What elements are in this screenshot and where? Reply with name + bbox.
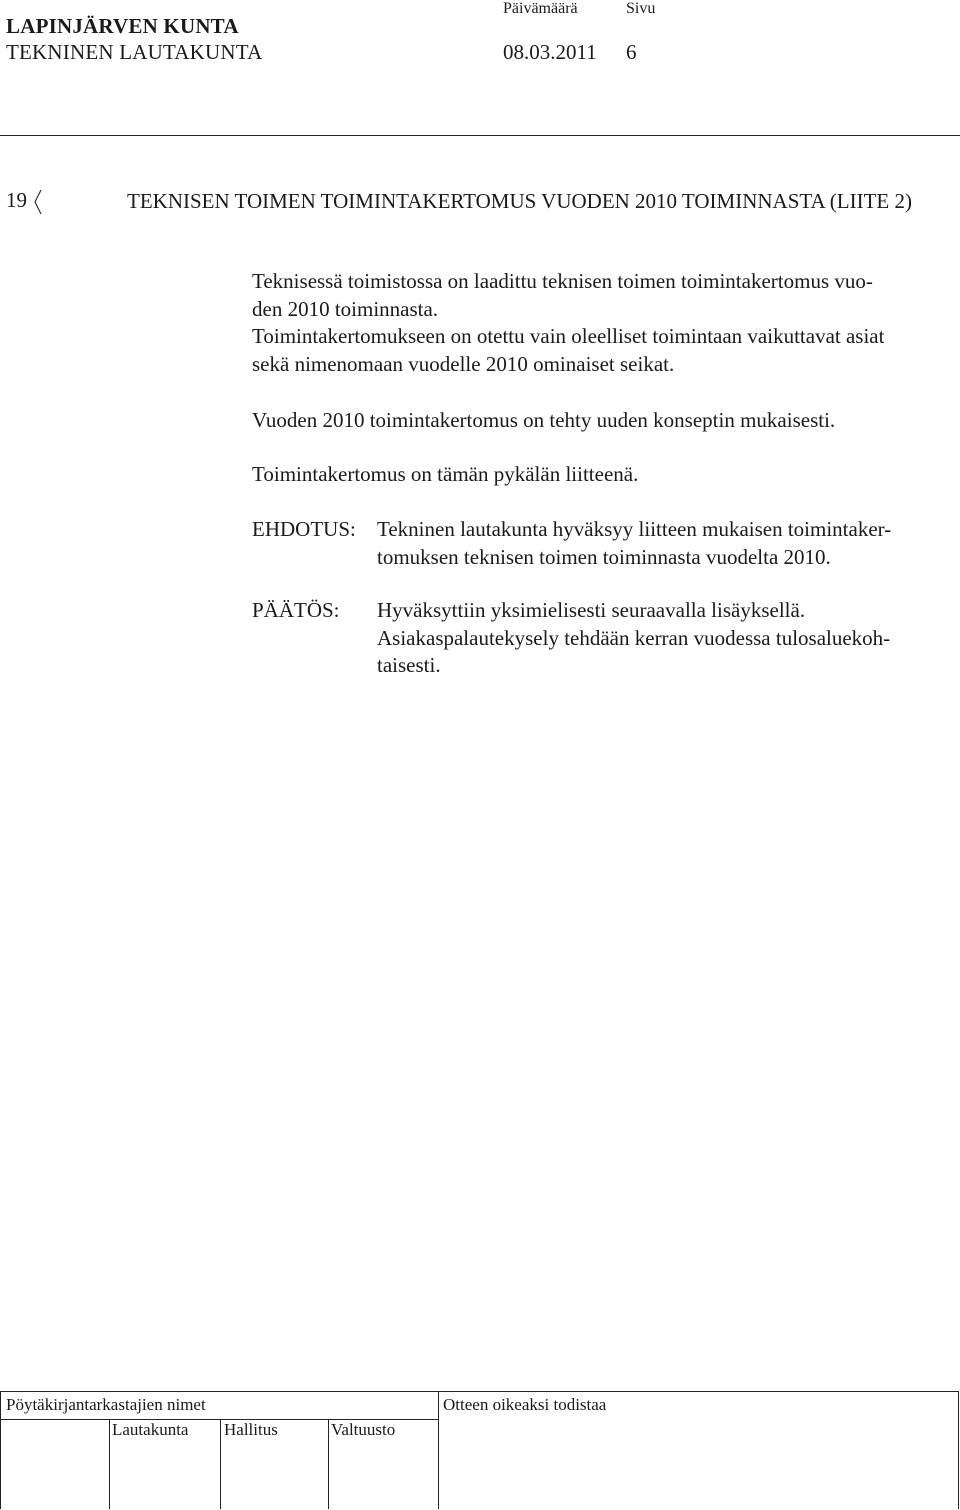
intro-line: den 2010 toiminnasta. xyxy=(252,296,439,321)
section-title: TEKNISEN TOIMEN TOIMINTAKERTOMUS VUODEN 2010 TOIMINNASTA (LIITE 2) xyxy=(127,189,912,213)
column-lautakunta: Lautakunta xyxy=(112,1420,189,1439)
footer-divider xyxy=(438,1392,439,1509)
signers-label: Pöytäkirjantarkastajien nimet xyxy=(6,1395,206,1414)
intro-paragraph xyxy=(252,268,952,378)
proposal-label: EHDOTUS: xyxy=(252,517,356,541)
intro-line: Toimintakertomukseen on otettu vain oleelliset toimintaan vaikuttavat asiat xyxy=(252,324,885,348)
decision-text xyxy=(377,597,952,680)
proposal-line: tomuksen teknisen toimen toiminnasta vuodelta 2010. xyxy=(377,544,831,569)
decision-line: Asiakaspalautekysely tehdään kerran vuodessa tulosaluekoh- xyxy=(377,625,891,650)
section-number: 19 xyxy=(6,188,27,212)
page-label: Sivu xyxy=(626,0,656,17)
decision-line: taisesti. xyxy=(377,653,441,677)
attachment-paragraph: Toimintakertomus on tämän pykälän liitteenä. xyxy=(252,462,639,486)
certified-label: Otteen oikeaksi todistaa xyxy=(443,1395,607,1414)
proposal-line: Tekninen lautakunta hyväksyy liitteen mukaisen toimintaker- xyxy=(377,517,892,541)
organization-name: LAPINJÄRVEN KUNTA xyxy=(6,14,239,38)
column-valtuusto: Valtuusto xyxy=(331,1420,396,1439)
date-label: Päivämäärä xyxy=(503,0,578,17)
signature-footer xyxy=(0,1391,959,1509)
footer-column-rule xyxy=(220,1419,221,1509)
column-hallitus: Hallitus xyxy=(224,1420,278,1439)
document-date: 08.03.2011 xyxy=(503,40,597,64)
decision-line: Hyväksyttiin yksimielisesti seuraavalla lisäyksellä. xyxy=(377,598,806,622)
department-name: TEKNINEN LAUTAKUNTA xyxy=(6,40,263,64)
concept-paragraph: Vuoden 2010 toimintakertomus on tehty uuden konseptin mukaisesti. xyxy=(252,408,836,432)
section-mark-icon xyxy=(33,189,43,215)
footer-column-rule xyxy=(109,1419,110,1509)
intro-line: Teknisessä toimistossa on laadittu teknisen toimen toimintakertomus vuo- xyxy=(252,269,873,293)
decision-label: PÄÄTÖS: xyxy=(252,598,340,622)
proposal-text xyxy=(377,516,952,571)
intro-line: sekä nimenomaan vuodelle 2010 ominaiset seikat. xyxy=(252,351,675,376)
page-number: 6 xyxy=(626,40,637,64)
header-divider xyxy=(0,135,960,136)
footer-column-rule xyxy=(328,1419,329,1509)
